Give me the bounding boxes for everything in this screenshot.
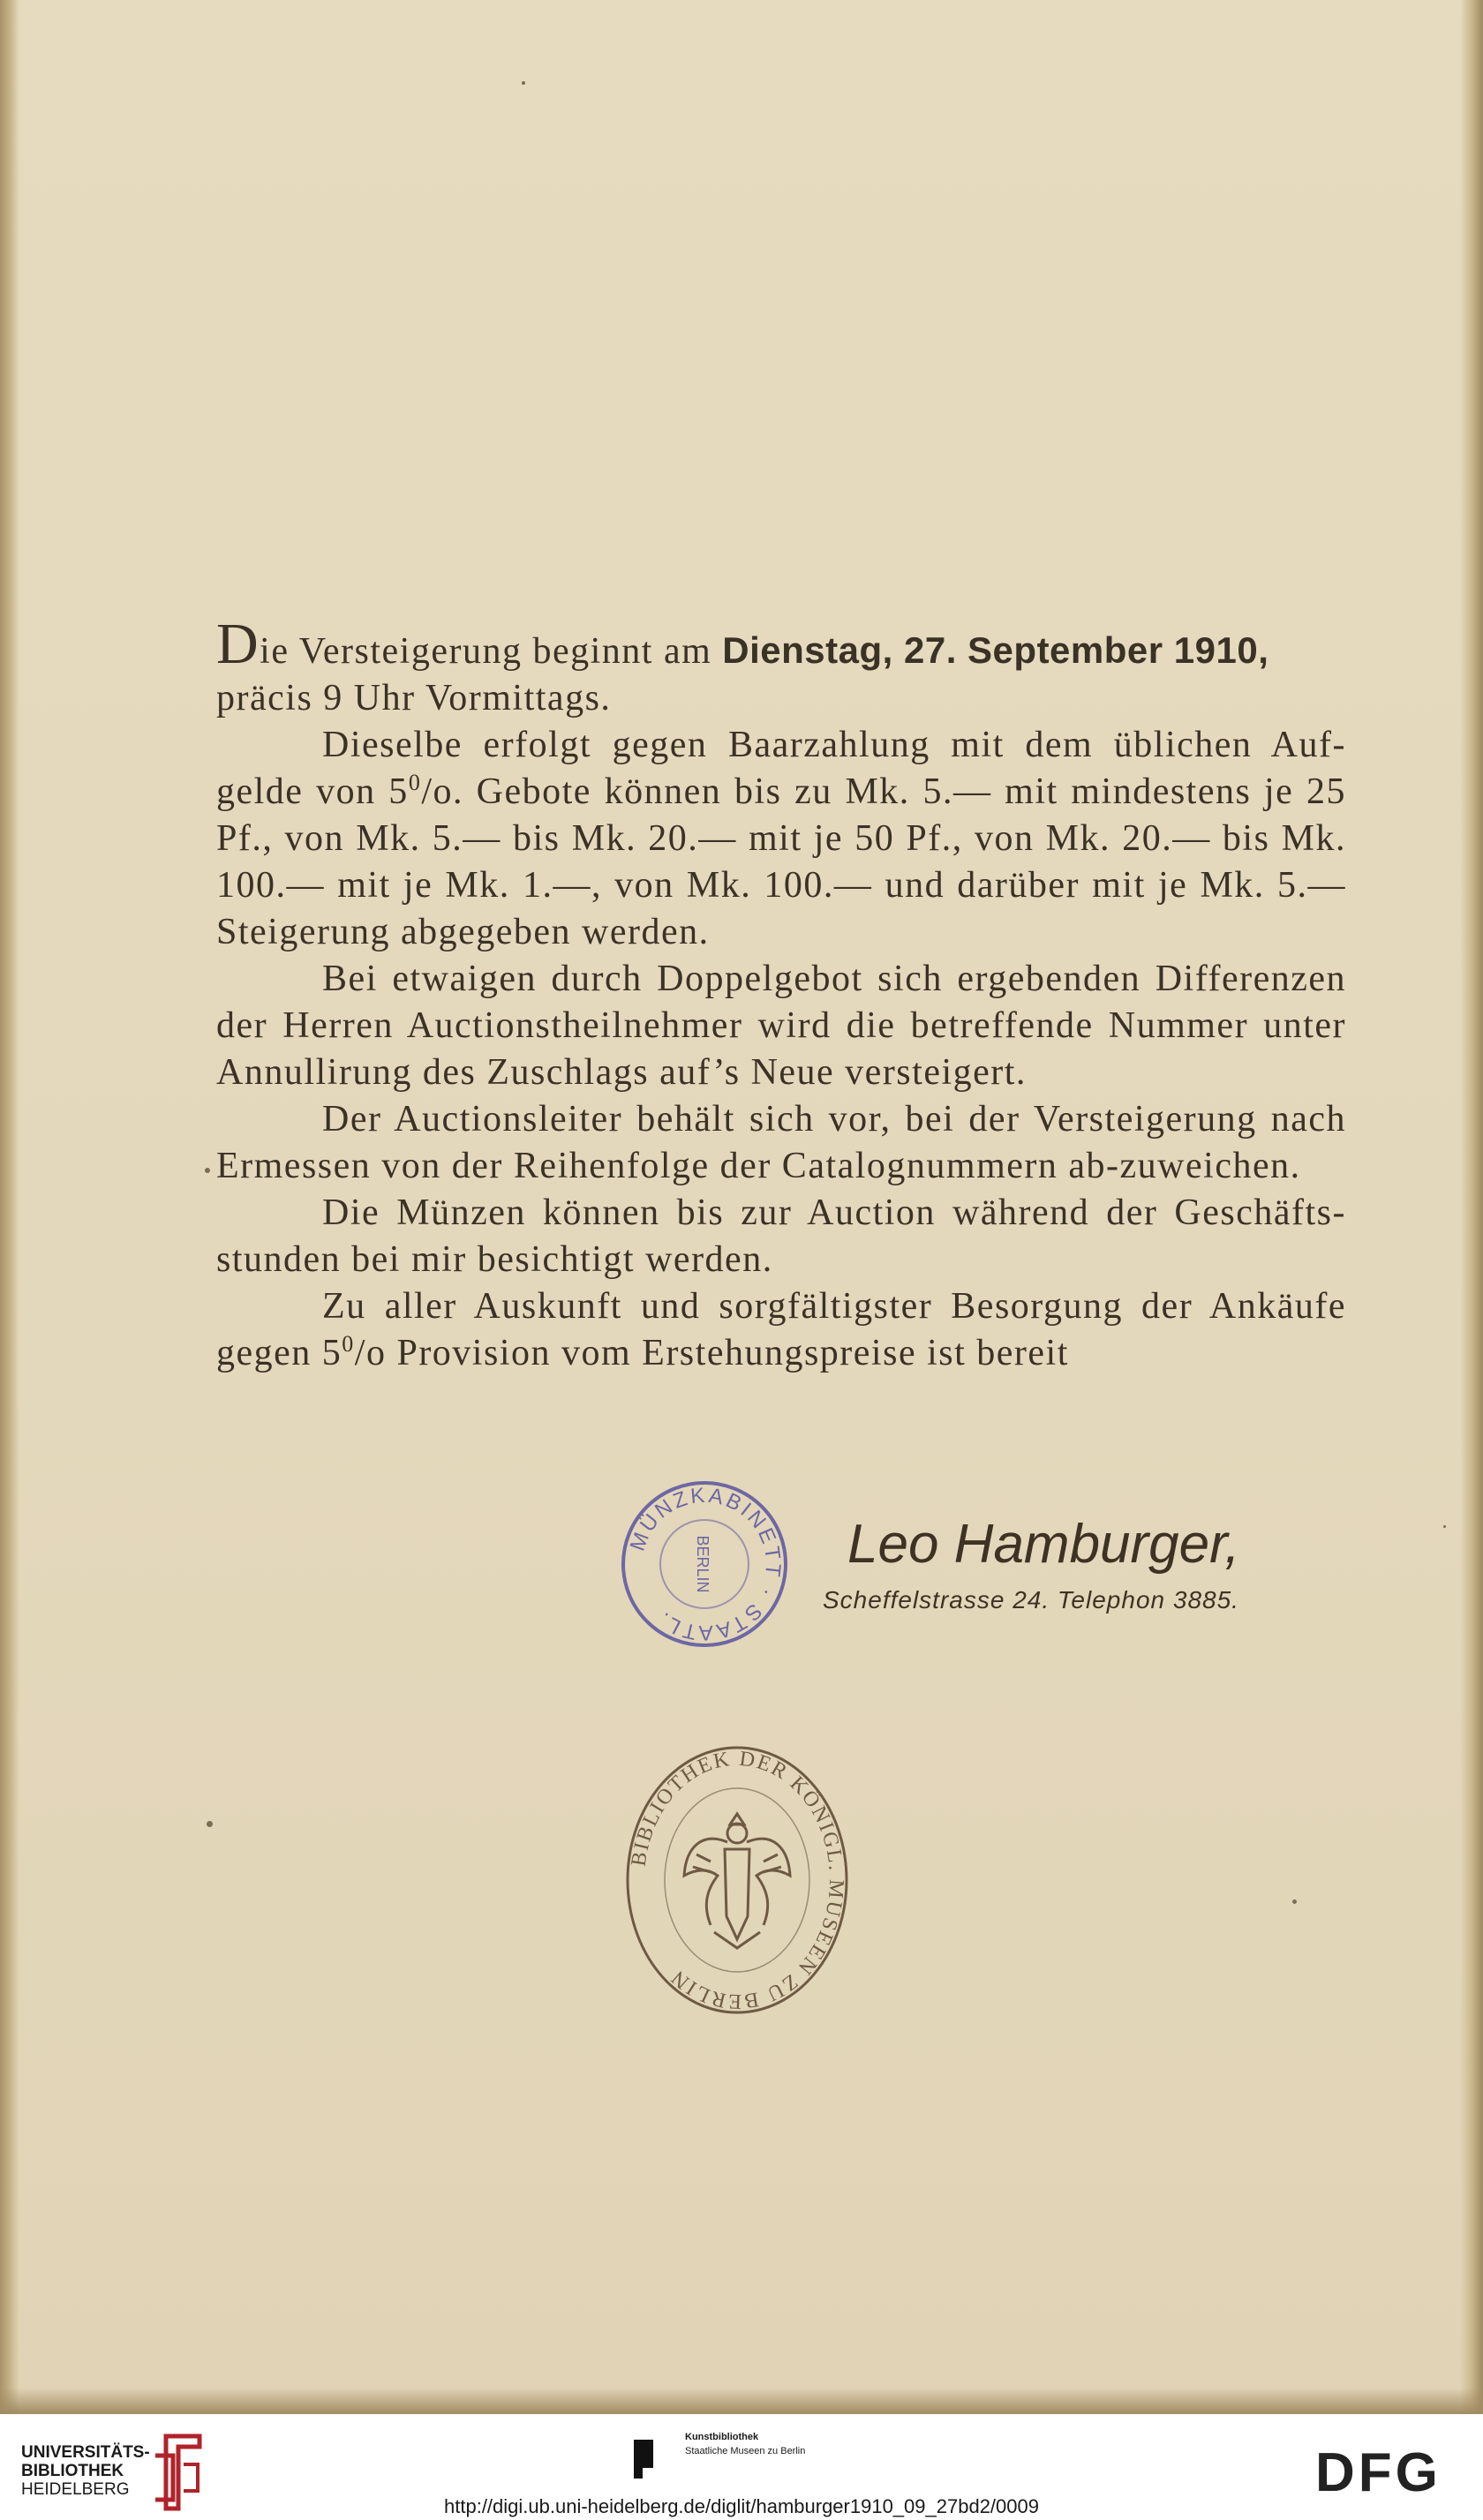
paragraph-start-date: Die Versteigerung beginnt am Dienstag, 27. September 1910, präcis 9 Uhr Vormittags. [216,612,1269,718]
svg-text:DFG: DFG [1315,2445,1442,2498]
paper-speck [205,1168,210,1173]
paragraph-double-bid: Bei etwaigen durch Doppelgebot sich ergebenden Differenzen der Herren Auctionstheilnehmer wird die betreffende Nummer unter Annullirung des Zuschlags auf’s Neue versteigert. [216,959,1346,1093]
paper-speck [207,1821,213,1827]
paper-speck [1443,1525,1446,1528]
page-edge-left [0,0,19,2414]
signer-name: Leo Hamburger, [847,1514,1240,1575]
signature-block [823,1514,1342,1618]
stamp-oval-text: BIBLIOTHEK DER KÖNIGL. MUSEEN ZU BERLIN [627,1747,848,2013]
drop-initial: D [216,612,260,676]
paragraph-commission: Zu aller Auskunft und sorgfältigster Besorgung der Ankäufe gegen $5^0/o$ Provision vom Erstehungspreise ist bereit [216,1286,1346,1373]
auction-terms-text [216,612,1346,1377]
auction-date: Dienstag, 27. September 1910, [722,629,1269,671]
paper-speck [522,81,525,85]
stamp-round-outer-text: MÜNZKABINETT · STAATL. [625,1483,786,1645]
stamp-round-inner-text: BERLIN [694,1535,711,1593]
dfg-logo [1315,2445,1465,2498]
muenzkabinett-stamp [616,1476,793,1652]
paper-speck [1292,1899,1297,1904]
page-edge-bottom [0,2388,1483,2414]
kunstbibliothek-logo: Kunstbibliothek Staatliche Museen zu Berlin [685,2432,806,2456]
kunstbibliothek-logo-icon [634,2433,660,2486]
paragraph-order: Der Auctionsleiter behält sich vor, bei der Versteigerung nach Ermessen von der Reihenfolge der Catalognummern ab-zuweichen. [216,1099,1346,1186]
paragraph-viewing: Die Münzen können bis zur Auction während der Geschäfts-stunden bei mir besichtigt werden. [216,1192,1346,1280]
eagle-emblem-icon [684,1814,790,1948]
page-edge-right [1460,0,1483,2414]
ub-heidelberg-logo: UNIVERSITÄTS- BIBLIOTHEK HEIDELBERG [21,2443,150,2499]
paragraph-payment-terms: Dieselbe erfolgt gegen Baarzahlung mit dem üblichen Auf-gelde von $5^0/o$. Gebote können bis zu Mk. 5.— mit mindestens je 25 Pf., von Mk. 5.— bis Mk. 20.— mit je 50 Pf., von Mk. 20.— bis Mk. 100.— mit je Mk. 1.—, von Mk. 100.— und darüber mit je Mk. 5.— Steigerung abgegeben werden. [216,725,1346,952]
signer-address: Scheffelstrasse 24. Telephon 3885. [823,1586,1239,1614]
library-oval-stamp [622,1743,852,2017]
permalink-url[interactable]: http://digi.ub.uni-heidelberg.de/diglit/hamburger1910_09_27bd2/0009 [444,2495,1039,2517]
